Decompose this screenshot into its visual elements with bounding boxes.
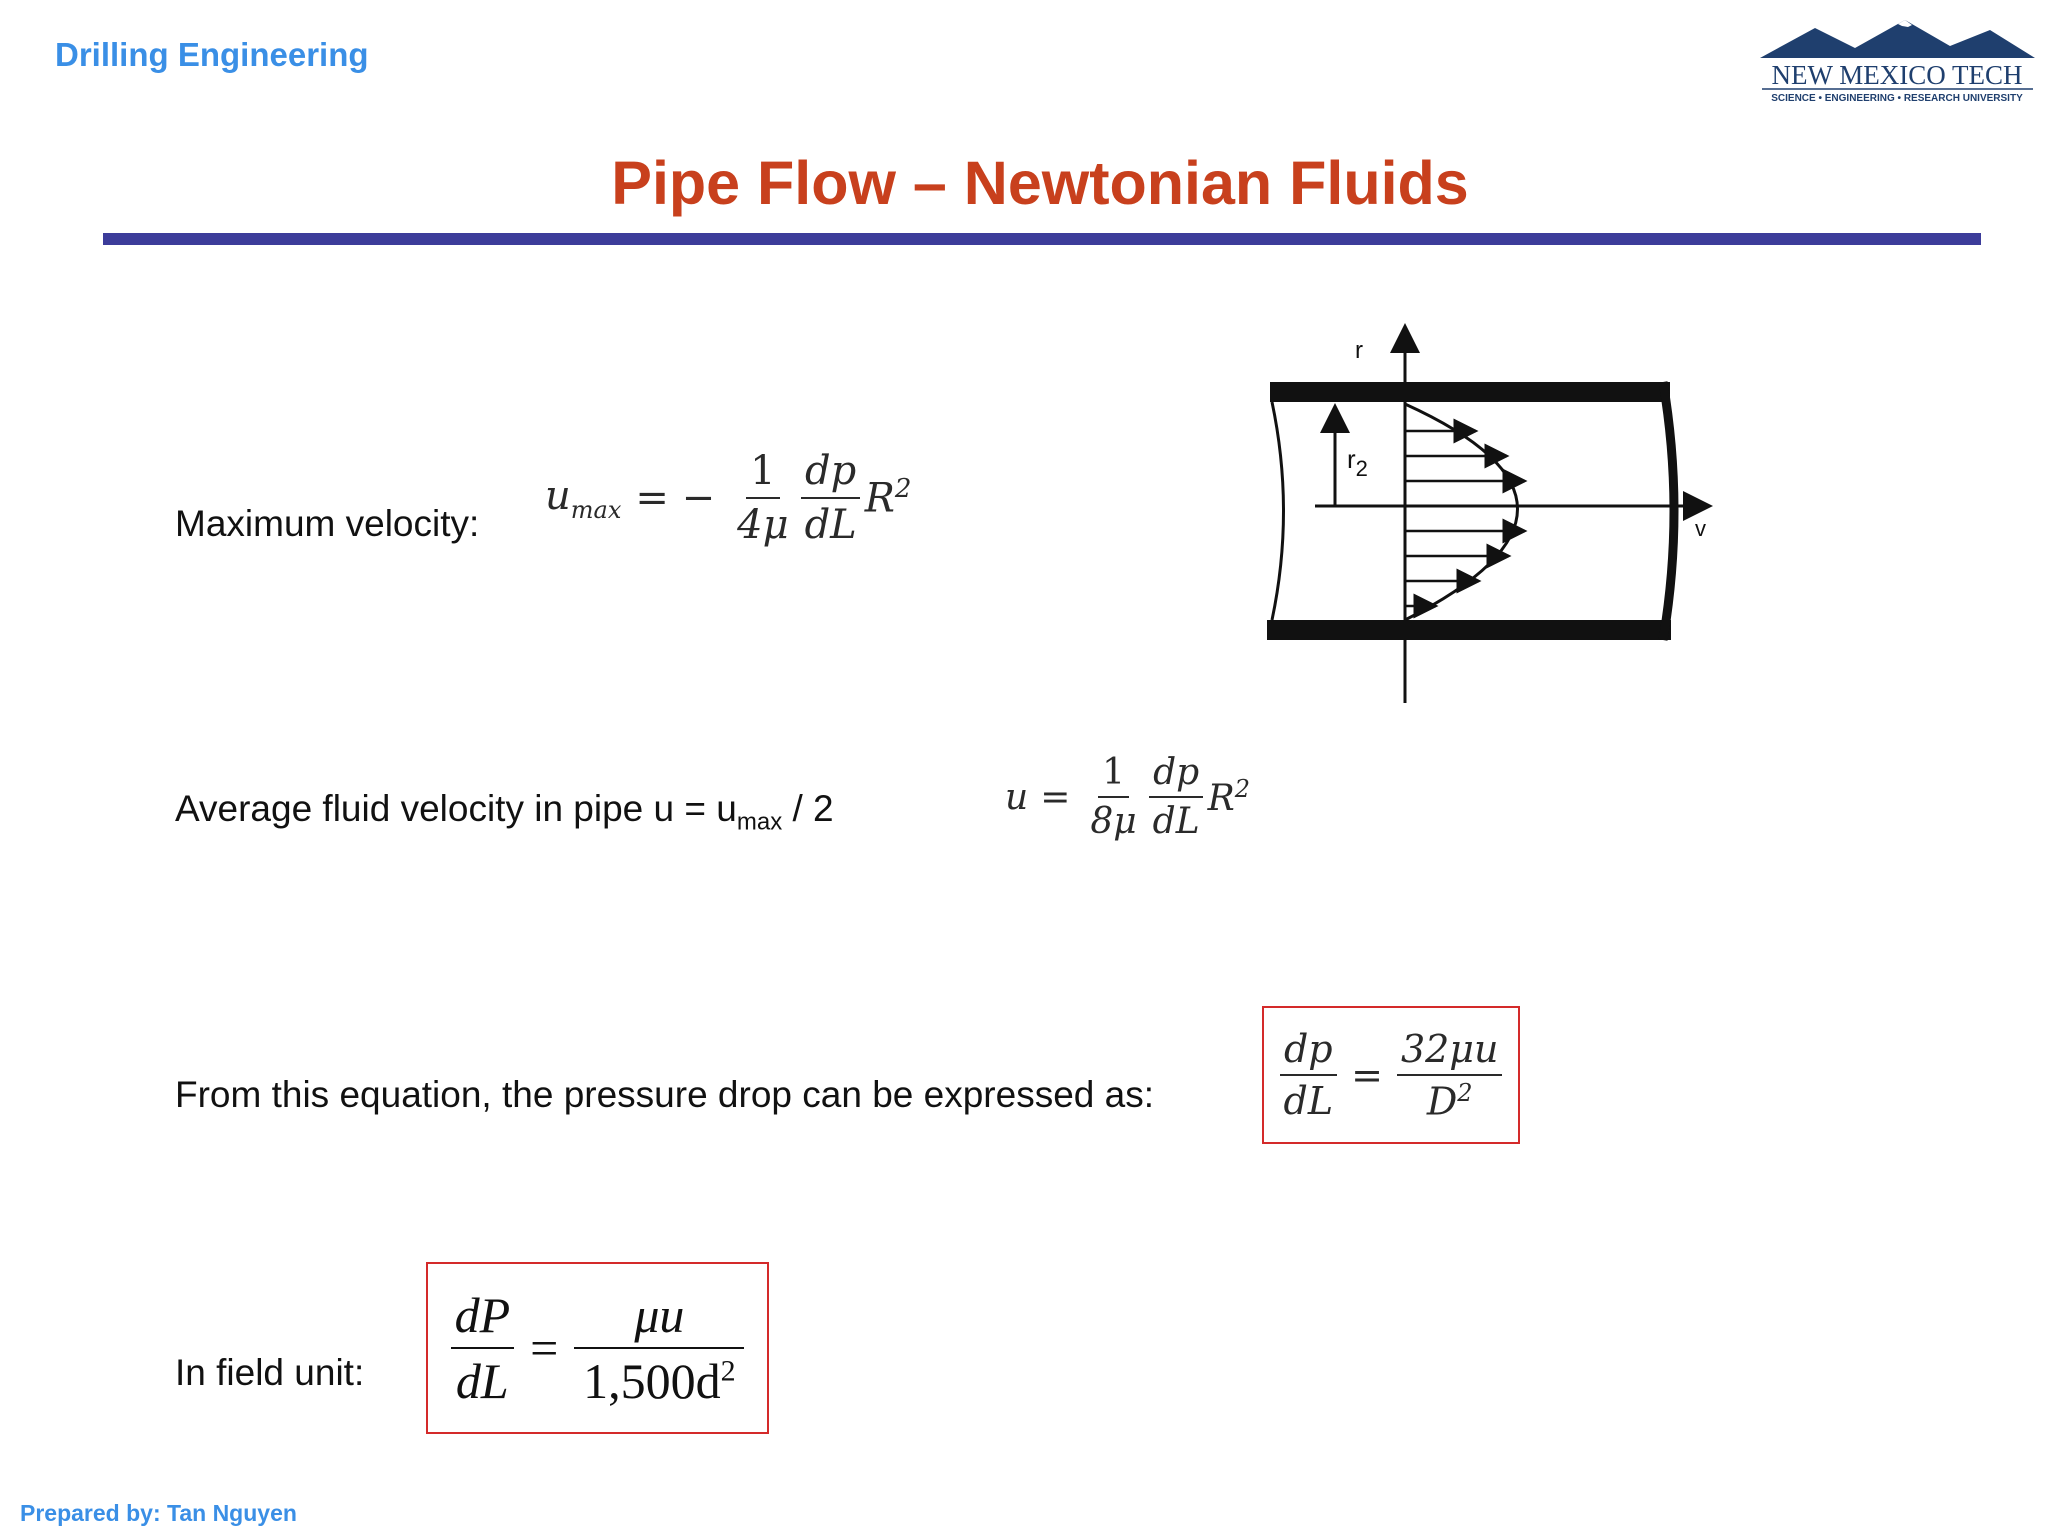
eq-lhs: $u_{max}$: [545, 472, 622, 524]
university-logo: [1760, 18, 2035, 104]
pipe-right-end: [1663, 382, 1674, 640]
velocity-parabola: [1405, 404, 1518, 620]
eq-tail: $R^2$: [1207, 775, 1251, 819]
eq-fraction-2: $\frac{32\mu u}{D^2}$: [1397, 1027, 1503, 1124]
axis-r-label: r: [1355, 337, 1363, 364]
pressure-drop-equation-box: [1262, 1006, 1520, 1144]
mountain-logo-icon: [1760, 18, 2035, 104]
eq-sign: =: [530, 1320, 559, 1376]
pipe-top-wall: [1270, 382, 1670, 402]
eq-fraction-2: $\frac{\mu u}{1,500d^2}$: [574, 1286, 744, 1410]
pressure-drop-equation: [1276, 1027, 1507, 1124]
pipe-bottom-wall: [1267, 620, 1671, 640]
max-velocity-equation: [545, 448, 911, 548]
average-velocity-label: Average fluid velocity in pipe $u = u_{max} / 2$: [175, 788, 834, 836]
eq-sign: =: [1040, 776, 1071, 818]
velocity-arrows: [1405, 431, 1525, 606]
radius-label: $r_2$: [1347, 444, 1368, 481]
field-unit-equation: [447, 1286, 749, 1410]
eq-lhs: u: [1005, 776, 1029, 818]
footer-author: Prepared by: Tan Nguyen: [20, 1500, 297, 1526]
eq-sign: = −: [635, 475, 716, 521]
eq-sign: =: [1351, 1053, 1383, 1097]
title-divider: [103, 233, 1981, 245]
course-name: Drilling Engineering: [55, 36, 369, 73]
average-velocity-equation: [1005, 752, 1250, 842]
eq-fraction-1: $\frac{1}{8\mu}$: [1090, 752, 1137, 842]
eq-fraction-1: $\frac{1}{4\mu}$: [737, 448, 789, 548]
logo-tagline: SCIENCE • ENGINEERING • RESEARCH UNIVERSITY: [1771, 93, 2023, 104]
eq-fraction-1: $\frac{dP}{dL}$: [451, 1286, 515, 1410]
eq-fraction-2: $\frac{dp}{dL}$: [801, 448, 861, 548]
field-unit-equation-box: [426, 1262, 769, 1434]
slide-title: Pipe Flow – Newtonian Fluids: [611, 149, 1469, 217]
logo-name: NEW MEXICO TECH: [1771, 60, 2023, 90]
field-unit-label: In field unit:: [175, 1352, 365, 1393]
eq-tail: $R^2$: [864, 474, 912, 522]
max-velocity-label: Maximum velocity:: [175, 503, 480, 544]
pressure-drop-label: From this equation, the pressure drop can be expressed as:: [175, 1074, 1154, 1115]
pipe-left-end: [1272, 402, 1284, 620]
axis-v-label: v: [1695, 516, 1706, 541]
eq-fraction-2: $\frac{dp}{dL}$: [1149, 752, 1204, 842]
eq-fraction-1: $\frac{dp}{dL}$: [1280, 1027, 1338, 1123]
velocity-profile-diagram: [1255, 318, 1735, 708]
